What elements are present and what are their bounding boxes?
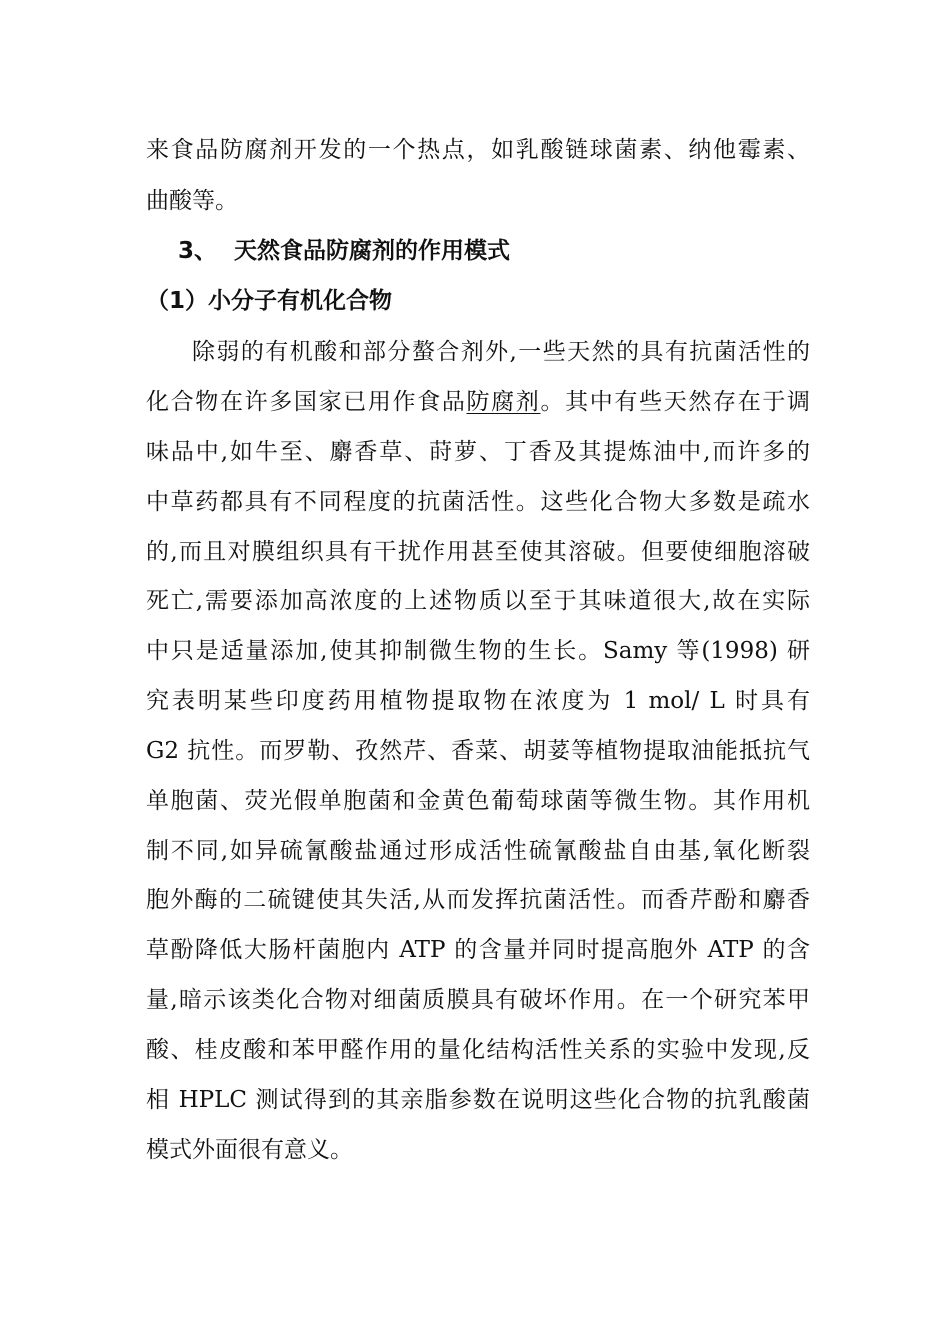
intro-line-2: 曲酸等。: [146, 188, 238, 214]
paragraph-line-1: 除弱的有机酸和部分螯合剂外,一些天然的具有抗菌活性的: [192, 339, 810, 365]
intro-line-1: 来食品防腐剂开发的一个热点，如乳酸链球菌素、纳他霉素、: [146, 137, 810, 163]
paragraph-line-7: 中只是适量添加,使其抑制微生物的生长。Samy 等(1998) 研: [146, 638, 810, 664]
paragraph-line-16: 相 HPLC 测试得到的其亲脂参数在说明这些化合物的抗乳酸菌: [146, 1087, 810, 1113]
paragraph-line-5: 的,而且对膜组织具有干扰作用甚至使其溶破。但要使细胞溶破: [146, 539, 810, 565]
paragraph-line-8: 究表明某些印度药用植物提取物在浓度为 1 mol/ L 时具有: [146, 688, 810, 714]
paragraph-line-10: 单胞菌、荧光假单胞菌和金黄色葡萄球菌等微生物。其作用机: [146, 788, 810, 814]
paragraph-line-12: 胞外酶的二硫键使其失活,从而发挥抗菌活性。而香芹酚和麝香: [146, 887, 810, 913]
section-number: 3、: [178, 238, 218, 264]
paragraph-line-3: 味品中,如牛至、麝香草、莳萝、丁香及其提炼油中,而许多的: [146, 439, 810, 465]
paragraph-line-2-text-end: 。其中有些天然存在于调: [540, 389, 810, 415]
paragraph-line-4: 中草药都具有不同程度的抗菌活性。这些化合物大多数是疏水: [146, 489, 810, 515]
paragraph-line-2: [146, 382, 810, 422]
section-title: 天然食品防腐剂的作用模式: [234, 238, 510, 264]
paragraph-line-15: 酸、桂皮酸和苯甲醛作用的量化结构活性关系的实验中发现,反: [146, 1037, 810, 1063]
paragraph-line-9: G2 抗性。而罗勒、孜然芹、香菜、胡荽等植物提取油能抵抗气: [146, 738, 810, 764]
paragraph-line-13: 草酚降低大肠杆菌胞内 ATP 的含量并同时提高胞外 ATP 的含: [146, 937, 810, 963]
subsection-title: （1）小分子有机化合物: [146, 288, 393, 314]
paragraph-line-2-text: 化合物在许多国家已用作食品: [146, 389, 467, 415]
paragraph-line-17: 模式外面很有意义。: [146, 1137, 353, 1163]
paragraph-line-11: 制不同,如异硫氰酸盐通过形成活性硫氰酸盐自由基,氧化断裂: [146, 838, 810, 864]
paragraph-line-6: 死亡,需要添加高浓度的上述物质以至于其味道很大,故在实际: [146, 588, 810, 614]
preservative-link[interactable]: 防腐剂: [466, 389, 541, 415]
paragraph-line-14: 量,暗示该类化合物对细菌质膜具有破坏作用。在一个研究苯甲: [146, 987, 810, 1013]
